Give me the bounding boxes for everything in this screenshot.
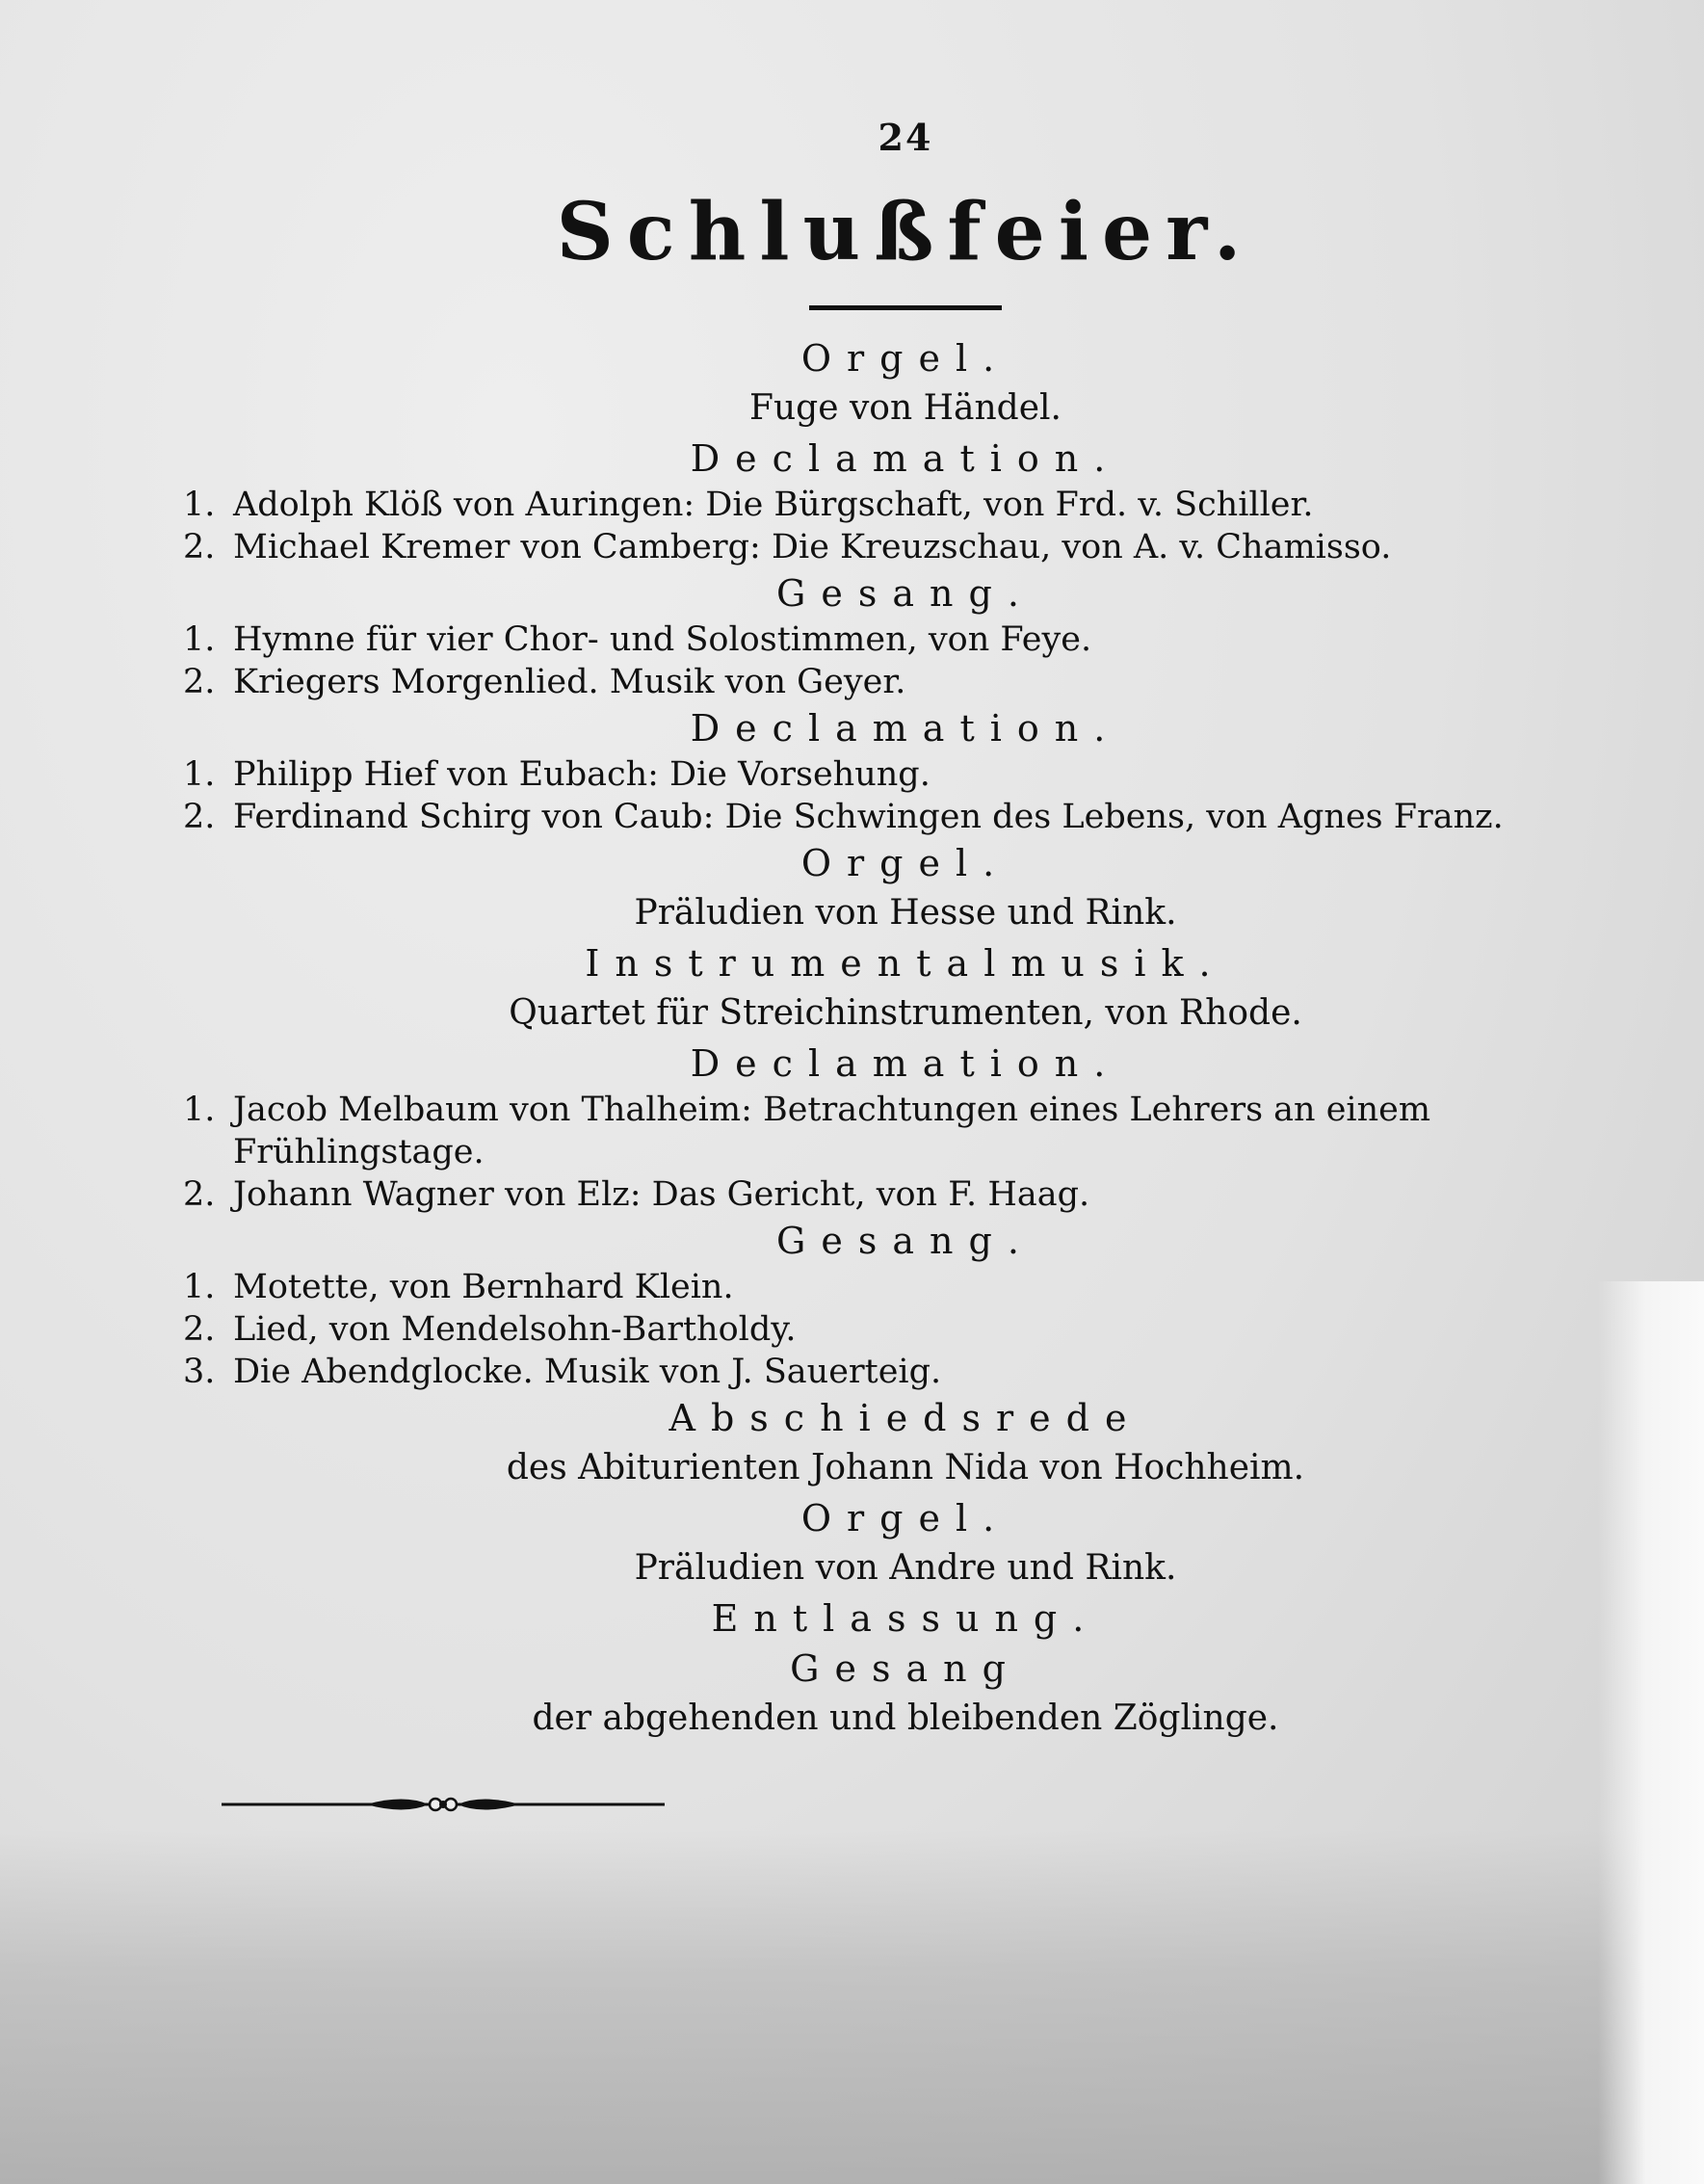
list-item <box>183 526 1570 568</box>
item-number: 1. <box>183 755 216 794</box>
program-list <box>183 753 1570 838</box>
closing-ornament <box>222 1792 665 1817</box>
item-text: Die Abendglocke. Musik von J. Sauerteig. <box>233 1353 942 1391</box>
item-number: 2. <box>183 1175 216 1214</box>
list-item <box>183 661 1570 703</box>
program-list <box>183 618 1570 703</box>
torn-edge <box>1598 1281 1704 2184</box>
list-item <box>183 618 1570 661</box>
section-heading: Gesang <box>790 1647 1021 1690</box>
document-content <box>183 116 1570 1821</box>
program-list <box>183 1266 1570 1393</box>
section-heading: Orgel. <box>800 337 1010 380</box>
list-item <box>183 1308 1570 1351</box>
list-item <box>183 484 1570 526</box>
page-number: 24 <box>878 116 933 159</box>
item-text: Motette, von Bernhard Klein. <box>233 1268 734 1306</box>
program <box>183 333 1570 1744</box>
list-item <box>183 1351 1570 1393</box>
section-heading: Gesang. <box>776 572 1035 615</box>
item-text: Kriegers Morgenlied. Musik von Geyer. <box>233 663 906 701</box>
list-item <box>183 1089 1570 1173</box>
item-number: 1. <box>183 620 216 659</box>
item-text: Ferdinand Schirg von Caub: Die Schwingen des Lebens, von Agnes Franz. <box>233 798 1504 836</box>
section-heading: Entlassung. <box>711 1597 1100 1640</box>
item-number: 1. <box>183 1091 216 1129</box>
item-number: 3. <box>183 1353 216 1391</box>
item-text: Hymne für vier Chor- und Solostimmen, von Feye. <box>233 620 1092 659</box>
item-text: Lied, von Mendelsohn-Bartholdy. <box>233 1310 797 1349</box>
item-text: Jacob Melbaum von Thalheim: Betrachtungen eines Lehrers an einem Frühlingstage. <box>233 1091 1431 1171</box>
item-text: Philipp Hief von Eubach: Die Vorsehung. <box>233 755 931 794</box>
program-list <box>183 484 1570 568</box>
program-list <box>183 1089 1570 1216</box>
section-heading: Declamation. <box>690 1042 1121 1085</box>
title-rule <box>809 305 1002 310</box>
program-line: Quartet für Streichinstrumenten, von Rhode. <box>509 993 1302 1033</box>
item-text: Johann Wagner von Elz: Das Gericht, von F. Haag. <box>233 1175 1090 1214</box>
section-heading: Orgel. <box>800 842 1010 884</box>
item-text: Michael Kremer von Camberg: Die Kreuzschau, von A. v. Chamisso. <box>233 528 1392 566</box>
program-line: der abgehenden und bleibenden Zöglinge. <box>532 1698 1279 1738</box>
paper-stain <box>0 1830 1704 2184</box>
program-line: Präludien von Andre und Rink. <box>634 1548 1177 1588</box>
item-number: 2. <box>183 528 216 566</box>
section-heading: Abschiedsrede <box>668 1397 1142 1439</box>
item-number: 2. <box>183 1310 216 1349</box>
list-item <box>183 1266 1570 1308</box>
item-number: 2. <box>183 663 216 701</box>
section-heading: Declamation. <box>690 437 1121 480</box>
list-item <box>183 796 1570 838</box>
item-text: Adolph Klöß von Auringen: Die Bürgschaft, von Frd. v. Schiller. <box>233 486 1314 524</box>
program-line: Fuge von Händel. <box>749 388 1062 428</box>
page-title: Schlußfeier. <box>556 186 1255 278</box>
list-item <box>183 1173 1570 1216</box>
program-line: Präludien von Hesse und Rink. <box>634 893 1177 933</box>
item-number: 2. <box>183 798 216 836</box>
program-line: des Abiturienten Johann Nida von Hochheim. <box>506 1448 1305 1487</box>
section-heading: Declamation. <box>690 707 1121 750</box>
item-number: 1. <box>183 1268 216 1306</box>
item-number: 1. <box>183 486 216 524</box>
list-item <box>183 753 1570 796</box>
section-heading: Gesang. <box>776 1220 1035 1262</box>
section-heading: Instrumentalmusik. <box>585 942 1226 985</box>
section-heading: Orgel. <box>800 1497 1010 1539</box>
